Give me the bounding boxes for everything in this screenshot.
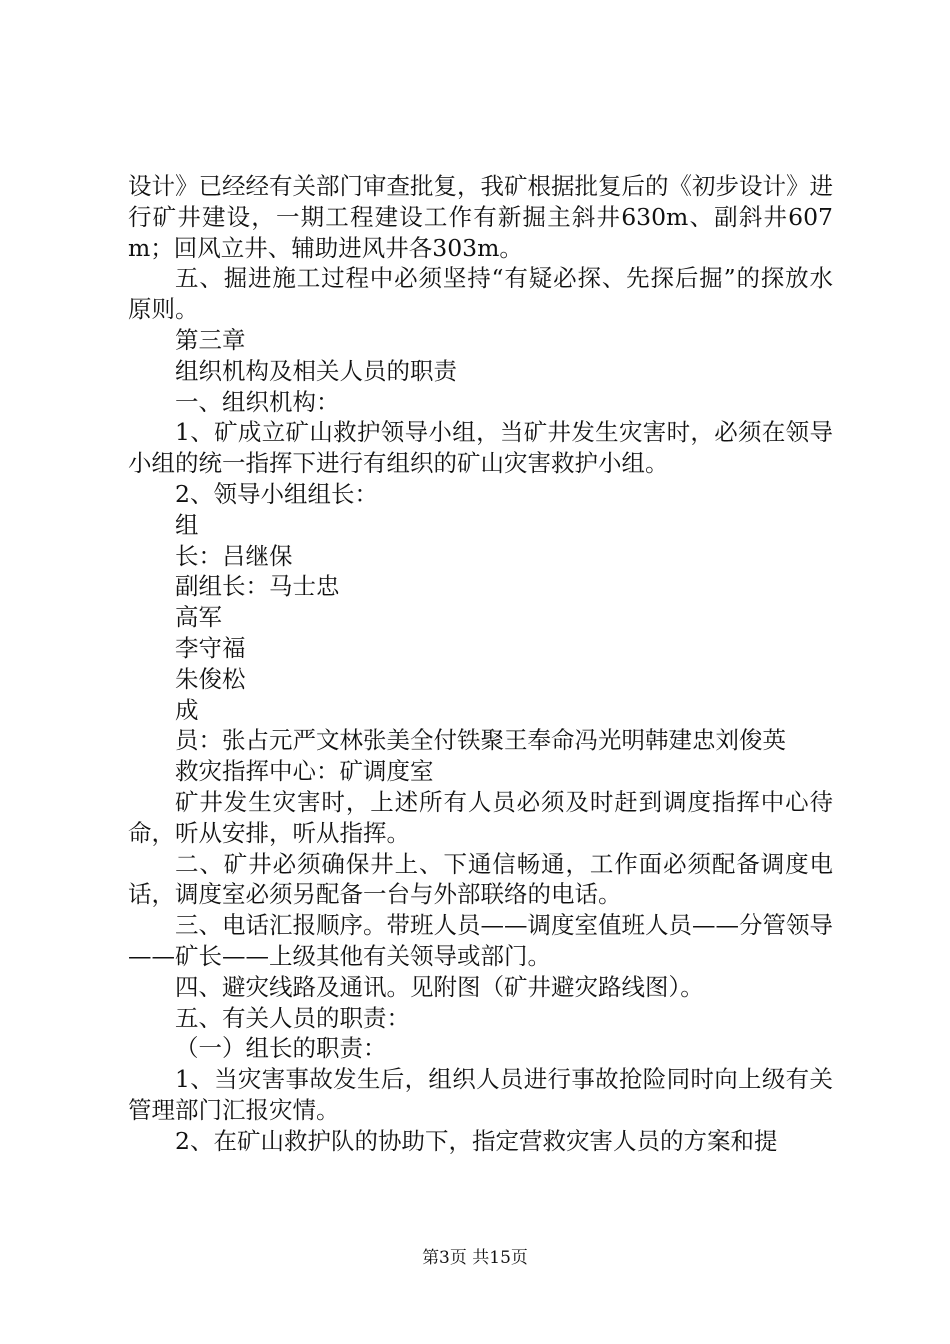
paragraph: 五、掘进施工过程中必须坚持“有疑必探、先探后掘”的探放水原则。 xyxy=(128,264,833,324)
paragraph: 朱俊松 xyxy=(175,664,246,693)
paragraph: 设计》已经经有关部门审查批复，我矿根据批复后的《初步设计》进行矿井建设，一期工程建设工作有新掘主斜井630m、副斜井607m；回风立井、辅助进风井各303m。 xyxy=(128,172,833,262)
paragraph: 组织机构及相关人员的职责 xyxy=(175,356,457,385)
paragraph: 1、矿成立矿山救护领导小组，当矿井发生灾害时，必须在领导小组的统一指挥下进行有组织的矿山灾害救护小组。 xyxy=(128,418,833,478)
paragraph: 第三章 xyxy=(175,325,246,354)
paragraph: 2、在矿山救护队的协助下，指定营救灾害人员的方案和提 xyxy=(175,1126,778,1155)
paragraph: 矿井发生灾害时，上述所有人员必须及时赶到调度指挥中心待命，听从安排，听从指挥。 xyxy=(128,787,833,847)
paragraph: 成 xyxy=(175,695,199,724)
paragraph: 一、组织机构： xyxy=(175,387,340,416)
paragraph: 救灾指挥中心：矿调度室 xyxy=(175,757,434,786)
paragraph: （一）组长的职责： xyxy=(175,1034,387,1063)
paragraph: 高军 xyxy=(175,603,222,632)
page-footer: 第3页 共15页 xyxy=(422,1248,528,1268)
paragraph: 2、领导小组组长： xyxy=(175,479,378,508)
paragraph: 副组长：马士忠 xyxy=(175,572,340,601)
paragraph: 五、有关人员的职责： xyxy=(175,1003,410,1032)
paragraph: 二、矿井必须确保井上、下通信畅通，工作面必须配备调度电话，调度室必须另配备一台与外部联络的电话。 xyxy=(128,849,833,909)
paragraph: 三、电话汇报顺序。带班人员——调度室值班人员——分管领导——矿长——上级其他有关领导或部门。 xyxy=(128,911,833,970)
paragraph: 长：吕继保 xyxy=(175,541,293,570)
paragraph: 员：张占元严文林张美全付铁聚王奉命冯光明韩建忠刘俊英 xyxy=(175,726,786,755)
paragraph: 四、避灾线路及通讯。见附图（矿井避灾路线图）。 xyxy=(175,972,704,1001)
paragraph: 1、当灾害事故发生后，组织人员进行事故抢险同时向上级有关管理部门汇报灾情。 xyxy=(128,1065,833,1124)
document-body xyxy=(128,171,833,1157)
paragraph: 李守福 xyxy=(175,633,246,662)
paragraph: 组 xyxy=(175,510,199,539)
